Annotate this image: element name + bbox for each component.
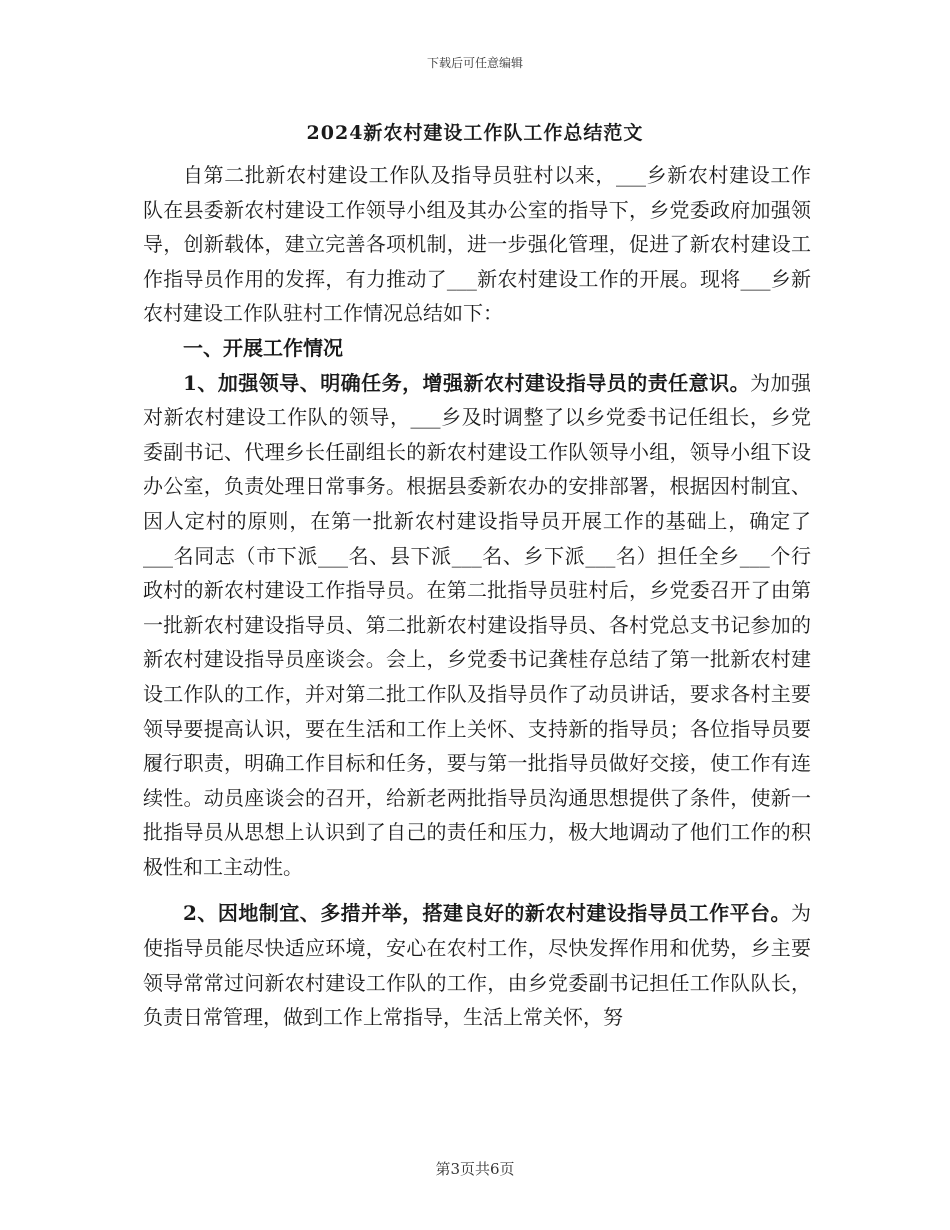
document-body — [143, 158, 811, 1035]
page-footer: 第3页共6页 — [435, 1160, 515, 1178]
document-title: 2024新农村建设工作队工作总结范文 — [306, 122, 644, 144]
intro-paragraph: 自第二批新农村建设工作队及指导员驻村以来，___乡新农村建设工作队在县委新农村建设工作领导小组及其办公室的指导下，乡党委政府加强领导，创新载体，建立完善各项机制，进一步强化管理，促进了新农村建设工作指导员作用的发挥，有力推动了___新农村建设工作的开展。现将___乡新农村建设工作队驻村工作情况总结如下： — [143, 163, 811, 326]
item-1-lead: 1、加强领导、明确任务，增强新农村建设指导员的责任意识。 — [183, 370, 751, 395]
section-heading: 一、开展工作情况 — [183, 335, 343, 360]
item-2-text: 为使指导员能尽快适应环境，安心在农村工作，尽快发挥作用和优势，乡主要领导常常过问新农村建设工作队的工作，由乡党委副书记担任工作队队长，负责日常管理，做到工作上常指导，生活上常关怀，努 — [143, 901, 811, 1030]
item-2-paragraph — [143, 896, 811, 1034]
item-1-paragraph — [143, 366, 811, 885]
page-header: 下载后可任意编辑 — [426, 56, 523, 70]
item-1-text: 为加强对新农村建设工作队的领导，___乡及时调整了以乡党委书记任组长，乡党委副书记、代理乡长任副组长的新农村建设工作队领导小组，领导小组下设办公室，负责处理日常事务。根据县委新农办的安排部署，根据因村制宜、因人定村的原则，在第一批新农村建设指导员开展工作的基础上，确定了___名同志（市下派___名、县下派___名、乡下派___名）担任全乡___个行政村的新农村建设工作指导员。在第二批指导员驻村后，乡党委召开了由第一批新农村建设指导员、第二批新农村建设指导员、各村党总支书记参加的新农村建设指导员座谈会。会上，乡党委书记龚桂存总结了第一批新农村建设工作队的工作，并对第二批工作队及指导员作了动员讲话，要求各村主要领导要提高认识，要在生活和工作上关怀、支持新的指导员；各位指导员要履行职责，明确工作目标和任务，要与第一批指导员做好交接，使工作有连续性。动员座谈会的召开，给新老两批指导员沟通思想提供了条件，使新一批指导员从思想上认识到了自己的责任和压力，极大地调动了他们工作的积极性和工主动性。 — [143, 370, 812, 879]
item-2-lead: 2、因地制宜、多措并举，搭建良好的新农村建设指导员工作平台。 — [183, 901, 791, 926]
